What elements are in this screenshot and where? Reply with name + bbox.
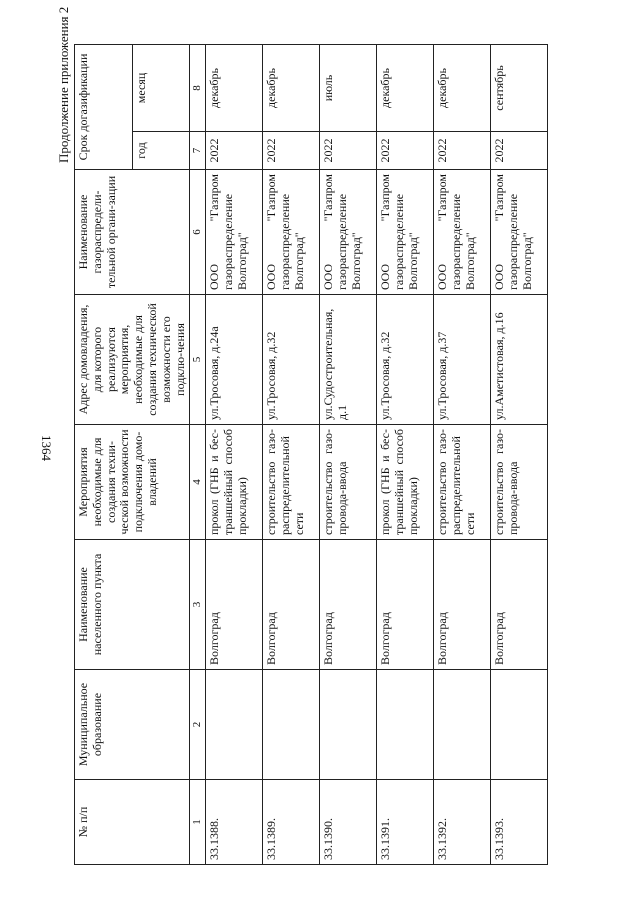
- row-num: 33.1393.: [491, 780, 548, 865]
- header-month: месяц: [132, 44, 190, 131]
- row-municipality: [206, 670, 263, 780]
- row-organization: ООО "Газпром газораспределение Волгоград": [263, 170, 320, 295]
- row-year: 2022: [206, 132, 263, 170]
- header-deadline: Срок догазификации: [75, 44, 133, 169]
- row-settlement: Волгоград: [434, 540, 491, 670]
- column-number: 5: [190, 295, 206, 425]
- column-number: 7: [190, 132, 206, 170]
- row-address: ул.Тросовая, д.24а: [206, 295, 263, 425]
- header-municipality: Муниципальное образование: [75, 670, 190, 780]
- row-municipality: [491, 670, 548, 780]
- row-settlement: Волгоград: [263, 540, 320, 670]
- row-num: 33.1388.: [206, 780, 263, 865]
- row-organization: ООО "Газпром газораспределение Волгоград": [206, 170, 263, 295]
- column-number: 4: [190, 425, 206, 540]
- header-organization: Наименование газораспредели-тельной органи-зации: [75, 170, 190, 295]
- row-settlement: Волгоград: [377, 540, 434, 670]
- row-month: декабрь: [206, 44, 263, 131]
- row-month: декабрь: [377, 44, 434, 131]
- header-measures: Мероприятия необходимые для создания техни-ческой возможности подключения домо-владений: [75, 425, 190, 540]
- row-address: ул.Аметистовая, д.16: [491, 295, 548, 425]
- row-year: 2022: [263, 132, 320, 170]
- row-organization: ООО "Газпром газораспределение Волгоград": [320, 170, 377, 295]
- column-number: 1: [190, 780, 206, 865]
- table-row: [263, 44, 320, 864]
- column-number: 8: [190, 44, 206, 131]
- row-measures: строительство газо-распределительной сети: [263, 425, 320, 540]
- row-organization: ООО "Газпром газораспределение Волгоград": [434, 170, 491, 295]
- row-organization: ООО "Газпром газораспределение Волгоград": [491, 170, 548, 295]
- row-settlement: Волгоград: [491, 540, 548, 670]
- row-num: 33.1390.: [320, 780, 377, 865]
- header-address: Адрес домовладения, для которого реализуются мероприятия, необходимые для создания технической возможности его подклю-чения: [75, 295, 190, 425]
- row-year: 2022: [377, 132, 434, 170]
- header-year: год: [132, 132, 190, 170]
- column-number: 6: [190, 170, 206, 295]
- table-row: [206, 44, 263, 864]
- row-municipality: [263, 670, 320, 780]
- row-address: ул.Тросовая, д.32: [263, 295, 320, 425]
- header-settlement: Наименование населенного пункта: [75, 540, 190, 670]
- row-address: ул.Тросовая, д.32: [377, 295, 434, 425]
- row-year: 2022: [491, 132, 548, 170]
- row-year: 2022: [434, 132, 491, 170]
- row-month: сентябрь: [491, 44, 548, 131]
- row-measures: строительство газо-распределительной сети: [434, 425, 491, 540]
- row-month: декабрь: [434, 44, 491, 131]
- table-row: [434, 44, 491, 864]
- row-municipality: [434, 670, 491, 780]
- row-settlement: Волгоград: [320, 540, 377, 670]
- row-measures: строительство газо-провода-ввода: [320, 425, 377, 540]
- table-row: [377, 44, 434, 864]
- column-number-row: [190, 44, 206, 864]
- row-month: июль: [320, 44, 377, 131]
- row-measures: прокол (ГНБ и бес-траншейный способ прокладки): [377, 425, 434, 540]
- row-municipality: [320, 670, 377, 780]
- table-row: [491, 44, 548, 864]
- column-number: 2: [190, 670, 206, 780]
- row-num: 33.1389.: [263, 780, 320, 865]
- row-num: 33.1391.: [377, 780, 434, 865]
- page-number: 1364: [39, 435, 54, 461]
- row-measures: строительство газо-провода-ввода: [491, 425, 548, 540]
- table-row: [320, 44, 377, 864]
- row-settlement: Волгоград: [206, 540, 263, 670]
- row-measures: прокол (ГНБ и бес-траншейный способ прокладки): [206, 425, 263, 540]
- row-year: 2022: [320, 132, 377, 170]
- row-num: 33.1392.: [434, 780, 491, 865]
- row-organization: ООО "Газпром газораспределение Волгоград": [377, 170, 434, 295]
- column-number: 3: [190, 540, 206, 670]
- header-num: № п/п: [75, 780, 190, 865]
- continuation-heading: Продолжение приложения 2: [56, 6, 71, 163]
- row-month: декабрь: [263, 44, 320, 131]
- header-row: [75, 44, 133, 864]
- gasification-table: [74, 44, 548, 865]
- row-address: ул.Тросовая, д.37: [434, 295, 491, 425]
- row-municipality: [377, 670, 434, 780]
- row-address: ул.Судостроительная, д.1: [320, 295, 377, 425]
